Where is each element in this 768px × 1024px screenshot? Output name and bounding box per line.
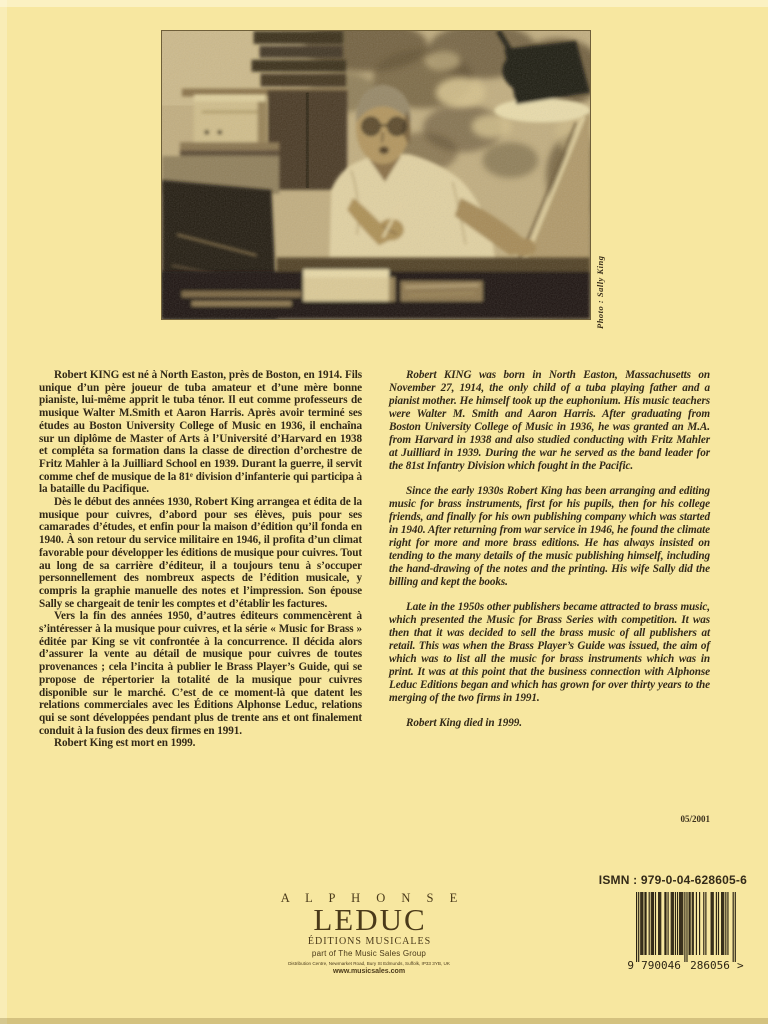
publisher-group-line: part of The Music Sales Group (311, 949, 427, 958)
barcode-group2: 286056 (690, 959, 730, 972)
bio-paragraph: Robert King est mort en 1999. (54, 737, 196, 750)
photo-credit: Photo : Sally King (595, 255, 605, 329)
bio-paragraph: Dès le début des années 1930, Robert King arrangea et édita de la musique pour cuivres, d’abord pour ses élèves, puis pour ses camarades d’études, et enfin pour la maison d’édition qu’il fonda en 1940. À son retour du service militaire en 1946, il profita d’un climat favorable pour développer les éditions de musique pour cuivres. Tout au long de sa carrière d’éditeur, il a toujours tenu à s’occuper personnellement des nombreux aspects de l’édition musicale, y compris la graphie manuelle des notes et l’impression. Son épouse Sally se chargeait de tenir les comptes et d’établir les factures. (39, 496, 362, 610)
bio-paragraph: Robert KING was born in North Easton, Massachusetts on November 27, 1914, the only child of a tuba playing father and a pianist mother. He himself took up the euphonium. His music teachers were Walter M. Smith and Aaron Harris. After graduating from Boston University College of Music in 1936, he was granted an M.A. from Harvard in 1938 and also studied conducting with Fritz Mahler at Juilliard in 1939. During the war he served as the band leader for the 81st Infantry Division which fought in the Pacific. (389, 369, 710, 472)
scan-edge-left (0, 0, 7, 1024)
bio-column-english (389, 369, 710, 730)
barcode-group1: 790046 (641, 959, 681, 972)
edition-date-code: 05/2001 (680, 814, 710, 824)
bio-paragraph: Vers la fin des années 1950, d’autres éditeurs commencèrent à s’intéresser à la musique pour cuivres, et la série « Music for Brass » éditée par King se vit confrontée à la concurrence. Il décida alors d’assurer la vente au détail de musique pour cuivres de toutes provenances ; cela l’incita à publier le Brass Player’s Guide, qui se propose de répertorier la totalité de la musique pour cuivres disponible sur le marché. C’est de ce moment-là que datent les relations commerciales avec les Éditions Alphonse Leduc, relations qui se sont développées pendant plus de trente ans et ont finalement conduit à la fusion des deux firmes en 1991. (39, 610, 362, 737)
publisher-name-main: LEDUC (313, 902, 427, 937)
scan-edge-bottom (0, 1018, 768, 1024)
publisher-website: www.musicsales.com (332, 968, 406, 975)
bio-paragraph: Since the early 1930s Robert King has been arranging and editing music for brass instruments, first for his pupils, then for his college friends, and finally for his own publishing company which was started in 1940. After returning from war service in 1946, he found the climate right for more and more brass editions. He has always insisted on tending to the many details of the music publishing himself, including the hand-drawing of the notes and the printing. His wife Sally did the billing and kept the books. (389, 485, 710, 588)
robert-king-photo (161, 30, 591, 320)
barcode-bars (636, 892, 736, 962)
bio-paragraph: Robert King died in 1999. (406, 717, 522, 729)
ean13-barcode (627, 892, 747, 974)
publisher-subtitle: ÉDITIONS MUSICALES (307, 936, 432, 947)
publisher-name-top: A L P H O N S E (280, 891, 464, 905)
publisher-address: Distribution Centre, Newmarket Road, Bury St Edmunds, Suffolk, IP33 3YB, UK (288, 960, 450, 966)
bio-paragraph: Late in the 1950s other publishers became attracted to brass music, which presented the Music for Brass Series with competition. It was then that it was decided to sell the brass music of all publishers at retail. This was when the Brass Player’s Guide was issued, the aim of which was to list all the music for brass instruments which was in print. It was at this point that the business connection with Alphonse Leduc Editions began and which has grown for over thirty years to the merging of the two firms in 1991. (389, 601, 710, 704)
ismn-label: ISMN : 979-0-04-628605-6 (598, 873, 747, 887)
publisher-logo (238, 892, 500, 976)
bio-column-french (39, 369, 362, 750)
barcode-left-digit: 9 (627, 959, 634, 972)
scan-edge-top (0, 0, 768, 7)
barcode-trailing: > (737, 959, 744, 972)
bio-paragraph: Robert KING est né à North Easton, près de Boston, en 1914. Fils unique d’un père joueur de tuba amateur et d’une mère bonne pianiste, lui-même apprit le tuba ténor. Il eut comme professeurs de musique Walter M.Smith et Aaron Harris. Après avoir terminé ses études au Boston University College of Music en 1936, il enchaîna sur un diplôme de Master of Arts à l’Université d’Harvard en 1938 et compléta sa formation dans la classe de direction d’orchestre de Fritz Mahler à la Juilliard School en 1939. Durant la guerre, il servit comme chef de musique de la 81ᵉ division d’infanterie qui participa à la bataille du Pacifique. (39, 369, 362, 496)
